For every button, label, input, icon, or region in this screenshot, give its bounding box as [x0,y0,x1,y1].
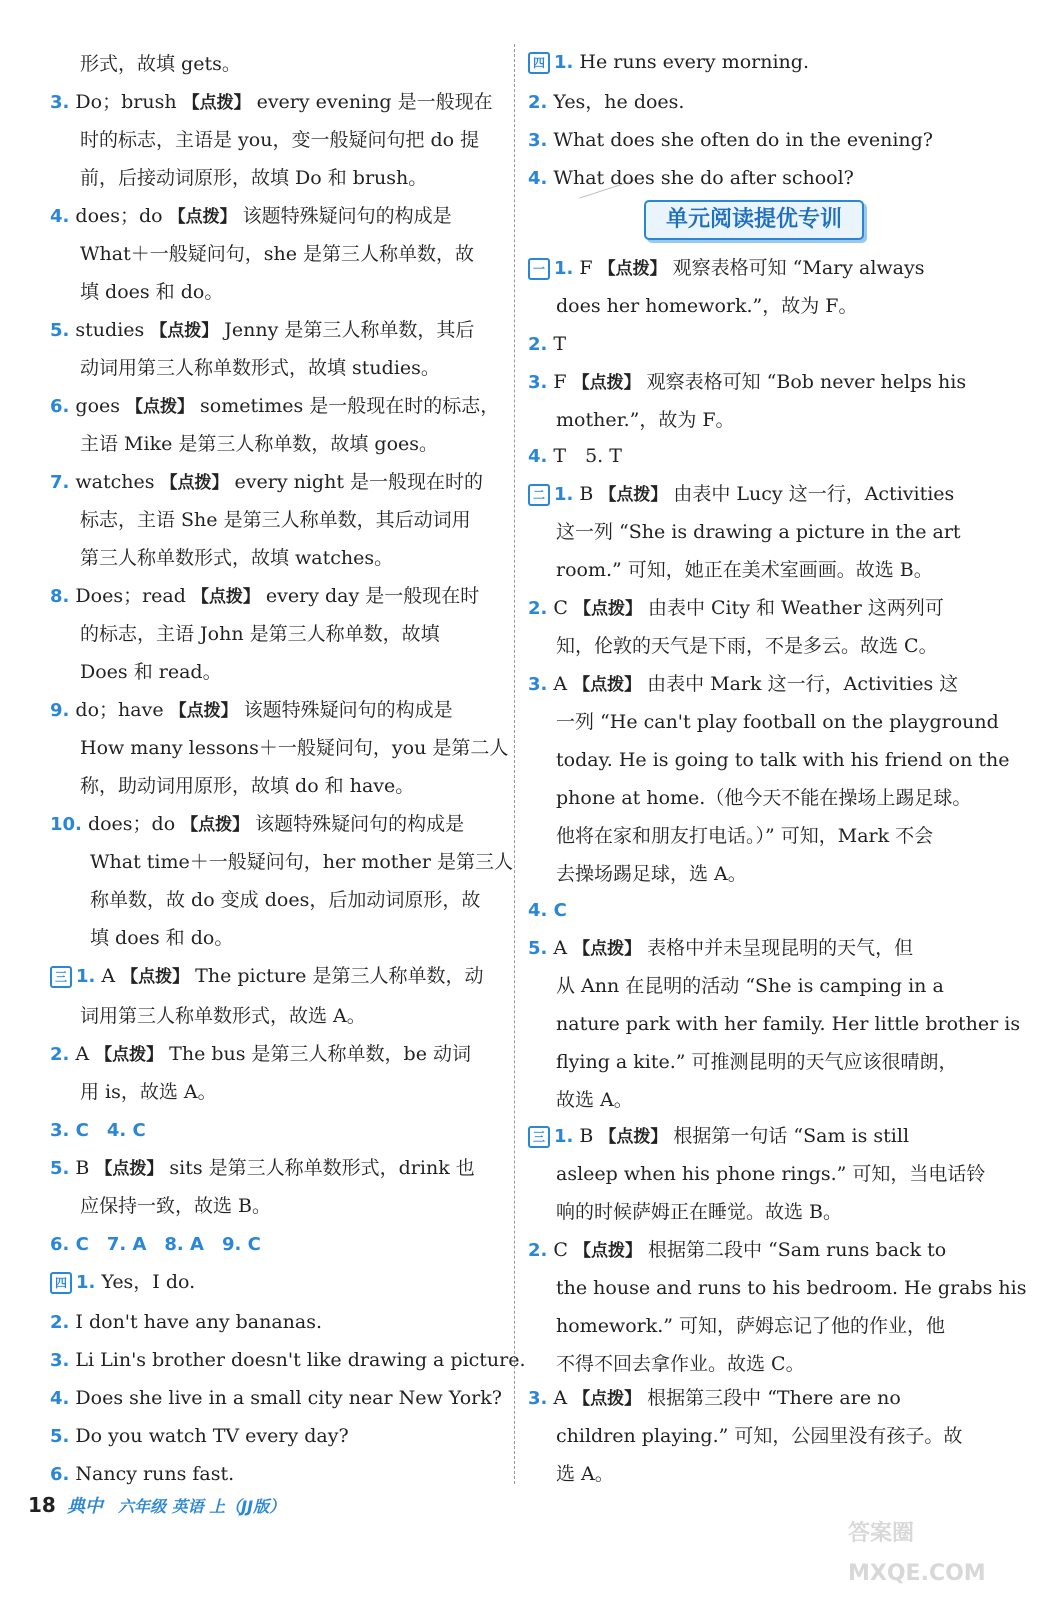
question-number: 4. [528,168,548,189]
answer-text: 时的标志，主语是 you，变一般疑问句把 do 提 [80,129,480,151]
answer-text: 应保持一致，故选 B。 [80,1195,272,1217]
answer-line [556,1462,614,1486]
answer-text: What does she often do in the evening? [553,129,933,151]
answer-key: T 5. T [553,445,622,467]
answer-line [556,1012,1020,1036]
answer-key: A [553,673,568,695]
answer-text: nature park with her family. Her little brother is [556,1013,1021,1035]
answer-text: 用 is，故选 A。 [80,1081,217,1103]
answer-text: 他将在家和朋友打电话。）” 可知，Mark 不会 [556,825,934,847]
answer-line [50,698,453,722]
answer-line [50,1424,349,1448]
answer-text: What time＋一般疑问句，her mother 是第三人 [90,851,514,873]
answer-line [80,1004,366,1028]
answer-text: The bus 是第三人称单数，be 动词 [169,1043,471,1065]
question-number: 5. [528,938,548,959]
hint-tag: 【点拨】 [572,373,641,393]
answer-text: 不得不回去拿作业。故选 C。 [556,1353,805,1375]
question-number: 7. [50,472,70,493]
hint-tag: 【点拨】 [573,599,642,619]
answer-text: room.” 可知，她正在美术室画画。故选 B。 [556,559,933,581]
answer-text: What does she do after school? [553,167,854,189]
answer-line [80,1194,271,1218]
answer-text: 由表中 Mark 这一行，Activities 这 [647,673,959,695]
answer-key: T [553,333,567,355]
section-badge: 三 [50,966,72,988]
answer-line [528,332,566,356]
question-number: 4. [50,1388,70,1409]
answer-line [80,622,440,646]
hint-tag: 【点拨】 [95,1045,164,1065]
hint-tag: 【点拨】 [150,321,219,341]
answer-text: 一列 “He can't play football on the playground [556,711,999,733]
answer-text: 观察表格可知 “Bob never helps his [646,371,967,393]
answer-text: sometimes 是一般现在时的标志， [200,395,500,417]
question-number: 2. [528,92,548,113]
answer-line [556,558,933,582]
answer-line [556,1200,842,1224]
answer-line [50,204,452,228]
answer-text: How many lessons＋一般疑问句，you 是第二人 [80,737,509,759]
answer-line [556,1276,1027,1300]
answer-text: 填 does 和 do。 [90,927,234,949]
question-number: 1. [554,52,574,73]
answer-text: mother.”，故为 F。 [556,409,735,431]
question-number: 3. [50,1350,70,1371]
book-title: 六年级 英语 上（JJ版） [118,1497,286,1516]
answer-line [528,1238,946,1262]
answer-line [556,1352,805,1376]
answer-key: studies [75,319,145,341]
answer-line [80,774,414,798]
answer-text: 称单数，故 do 变成 does，后加动词原形，故 [90,889,481,911]
answer-line [80,166,427,190]
hint-tag: 【点拨】 [599,1127,668,1147]
answer-text: Li Lin's brother doesn't like drawing a picture. [75,1349,526,1371]
answer-text: 根据第一句话 “Sam is still [673,1125,910,1147]
answer-text: He runs every morning. [579,51,809,73]
answer-line [90,888,480,912]
section-badge: 三 [528,1126,550,1148]
answer-key: F [553,371,567,393]
answer-text: 观察表格可知 “Mary always [672,257,925,279]
hint-tag: 【点拨】 [573,939,642,959]
section-badge: 二 [528,484,550,506]
question-number: 3. [528,674,548,695]
question-number: 1. [76,1272,96,1293]
question-number: 2. [528,598,548,619]
answer-line [556,710,999,734]
answer-text: the house and runs to his bedroom. He grabs his [556,1277,1027,1299]
answer-key: A [553,937,568,959]
answer-text: children playing.” 可知，公园里没有孩子。故 [556,1425,963,1447]
answer-text: Nancy runs fast. [75,1463,235,1485]
question-number: 3. C 4. C [50,1120,146,1141]
hint-tag: 【点拨】 [181,815,250,835]
answer-text: 选 A。 [556,1463,614,1485]
answer-line [528,166,854,190]
answer-line [80,1080,217,1104]
question-number: 6. [50,1464,70,1485]
question-number: 1. [554,484,574,505]
answer-line [80,242,474,266]
answer-line [528,1124,909,1148]
hint-tag: 【点拨】 [126,397,195,417]
brand-logo: 典中 [66,1496,103,1517]
answer-line [556,1424,962,1448]
answer-line [556,1088,633,1112]
answer-line [50,394,499,418]
page-number: 18 [28,1493,56,1517]
answer-line [556,294,857,318]
question-number: 3. [50,92,70,113]
answer-line [80,128,479,152]
hint-tag: 【点拨】 [121,967,190,987]
hint-tag: 【点拨】 [191,587,260,607]
section-badge: 四 [50,1272,72,1294]
answer-line [50,1270,195,1294]
section-badge: 四 [528,52,550,74]
answer-line [50,470,483,494]
answer-line [50,584,479,608]
answer-line [556,408,735,432]
answer-text: The picture 是第三人称单数，动 [195,965,484,987]
answer-text: 由表中 City 和 Weather 这两列可 [647,597,944,619]
answer-text: sits 是第三人称单数形式，drink 也 [169,1157,475,1179]
hint-tag: 【点拨】 [598,259,667,279]
answer-text: 响的时候萨姆正在睡觉。故选 B。 [556,1201,843,1223]
answer-text: 该题特殊疑问句的构成是 [243,699,453,721]
answer-text: 根据第三段中 “There are no [647,1387,901,1409]
answer-text: Does she live in a small city near New York? [75,1387,502,1409]
answer-text: every day 是一般现在时 [265,585,480,607]
column-divider [514,44,515,1484]
answer-line [528,90,684,114]
watermark [838,1500,1028,1592]
hint-tag: 【点拨】 [169,701,238,721]
question-number: 6. C 7. A 8. A 9. C [50,1234,261,1255]
answer-line [528,256,924,280]
answer-text: What＋一般疑问句，she 是第三人称单数，故 [80,243,475,265]
question-number: 2. [50,1044,70,1065]
answer-key: does；do [75,205,163,227]
question-number: 5. [50,1426,70,1447]
answer-line [80,432,438,456]
answer-text: 的标志，主语 John 是第三人称单数，故填 [80,623,440,645]
hint-tag: 【点拨】 [599,485,668,505]
answer-text: 主语 Mike 是第三人称单数，故填 goes。 [80,433,439,455]
answer-text: 填 does 和 do。 [80,281,224,303]
answer-line [556,1050,958,1074]
answer-key: watches [75,471,155,493]
question-number: 2. [528,1240,548,1261]
answer-text: 去操场踢足球，选 A。 [556,863,747,885]
answer-text: 前，后接动词原形，故填 Do 和 brush。 [80,167,428,189]
answer-text: 标志，主语 She 是第三人称单数，其后动词用 [80,509,471,531]
answer-text: 这一列 “She is drawing a picture in the art [556,521,961,543]
answer-line [528,444,622,468]
answer-line [556,824,933,848]
answer-text: Jenny 是第三人称单数，其后 [224,319,475,341]
answer-text: I don't have any bananas. [75,1311,323,1333]
answer-text: Yes，he does. [553,91,685,113]
question-number: 9. [50,700,70,721]
answer-key: B [579,483,594,505]
answer-text: flying a kite.” 可推测昆明的天气应该很晴朗， [556,1051,958,1073]
section-title: 单元阅读提优专训 [644,200,864,240]
answer-line [556,634,938,658]
answer-text: today. He is going to talk with his friend on the [556,749,1010,771]
answer-key: B [579,1125,594,1147]
answer-text: does her homework.”，故为 F。 [556,295,858,317]
answer-line [50,812,464,836]
hint-tag: 【点拨】 [95,1159,164,1179]
answer-key: F [579,257,593,279]
answer-key: goes [75,395,121,417]
answer-text: Do you watch TV every day? [75,1425,349,1447]
answer-line [90,850,513,874]
answer-text: 词用第三人称单数形式，故选 A。 [80,1005,366,1027]
answer-line [528,482,954,506]
answer-text: 表格中并未呈现昆明的天气，但 [647,937,914,959]
answer-key: A [75,1043,90,1065]
answer-key: C [553,597,568,619]
answer-line [50,964,483,988]
answer-text: 第三人称单数形式，故填 watches。 [80,547,394,569]
hint-tag: 【点拨】 [168,207,237,227]
question-number: 5. [50,320,70,341]
answer-key: do；have [75,699,164,721]
answer-text: Does 和 read。 [80,661,222,683]
answer-line [80,356,440,380]
answer-text: asleep when his phone rings.” 可知，当电话铃 [556,1163,986,1185]
answer-key: Does；read [75,585,186,607]
answer-line [50,1310,322,1334]
answer-line [50,1042,471,1066]
question-number: 6. [50,396,70,417]
question-number: 2. [50,1312,70,1333]
answer-line [50,1232,261,1256]
answer-key: B [75,1157,90,1179]
hint-tag: 【点拨】 [573,1241,642,1261]
question-number: 4. [528,446,548,467]
answer-line [50,1348,526,1372]
answer-line [80,52,241,76]
answer-text: 根据第二段中 “Sam runs back to [647,1239,947,1261]
answer-text: 知，伦敦的天气是下雨，不是多云。故选 C。 [556,635,938,657]
answer-line [80,660,222,684]
answer-text: 动词用第三人称单数形式，故填 studies。 [80,357,440,379]
answer-text: 该题特殊疑问句的构成是 [242,205,452,227]
answer-line [528,898,567,922]
answer-text: 故选 A。 [556,1089,633,1111]
answer-key: A [553,1387,568,1409]
section-badge: 一 [528,258,550,280]
answer-line [556,862,747,886]
answer-line [80,280,223,304]
hint-tag: 【点拨】 [573,1389,642,1409]
hint-tag: 【点拨】 [182,93,251,113]
answer-text: Yes，I do. [101,1271,196,1293]
question-number: 1. [554,258,574,279]
answer-text: 称，助动词用原形，故填 do 和 have。 [80,775,415,797]
question-number: 3. [528,130,548,151]
page-footer [28,1492,285,1522]
answer-key: C [553,1239,568,1261]
answer-text: every evening 是一般现在 [256,91,493,113]
question-number: 4. [50,206,70,227]
answer-text: homework.” 可知，萨姆忘记了他的作业，他 [556,1315,946,1337]
hint-tag: 【点拨】 [573,675,642,695]
question-number: 4. C [528,900,567,921]
answer-line [50,318,474,342]
answer-text: phone at home.（他今天不能在操场上踢足球。 [556,787,972,809]
answer-line [556,1162,985,1186]
answer-line [528,50,809,74]
answer-key: does；do [87,813,176,835]
question-number: 5. [50,1158,70,1179]
answer-line [50,1156,475,1180]
answer-key: Do；brush [75,91,177,113]
answer-line [50,1462,234,1486]
answer-key: A [101,965,116,987]
answer-line [528,672,958,696]
answer-line [90,926,233,950]
answer-text: 形式，故填 gets。 [80,53,241,75]
answer-line [528,370,966,394]
answer-line [528,1386,901,1410]
answer-line [556,974,944,998]
answer-line [50,1386,502,1410]
answer-line [556,786,971,810]
watermark-bottom: MXQE.COM [848,1561,986,1586]
answer-line [528,936,913,960]
question-number: 8. [50,586,70,607]
hint-tag: 【点拨】 [160,473,229,493]
answer-line [80,546,393,570]
question-number: 3. [528,1388,548,1409]
question-number: 10. [50,814,82,835]
watermark-top: 答案圈 [848,1521,915,1546]
answer-text: 由表中 Lucy 这一行，Activities [673,483,955,505]
question-number: 2. [528,334,548,355]
answer-line [556,748,1009,772]
answer-line [556,520,961,544]
answer-line [50,1118,146,1142]
answer-line [556,1314,945,1338]
answer-line [80,736,508,760]
answer-line [80,508,471,532]
question-number: 1. [554,1126,574,1147]
answer-line [50,90,493,114]
answer-text: every night 是一般现在时的 [234,471,483,493]
answer-line [528,128,933,152]
answer-line [528,596,944,620]
question-number: 1. [76,966,96,987]
answer-text: 该题特殊疑问句的构成是 [255,813,465,835]
answer-text: 从 Ann 在昆明的活动 “She is camping in a [556,975,944,997]
question-number: 3. [528,372,548,393]
